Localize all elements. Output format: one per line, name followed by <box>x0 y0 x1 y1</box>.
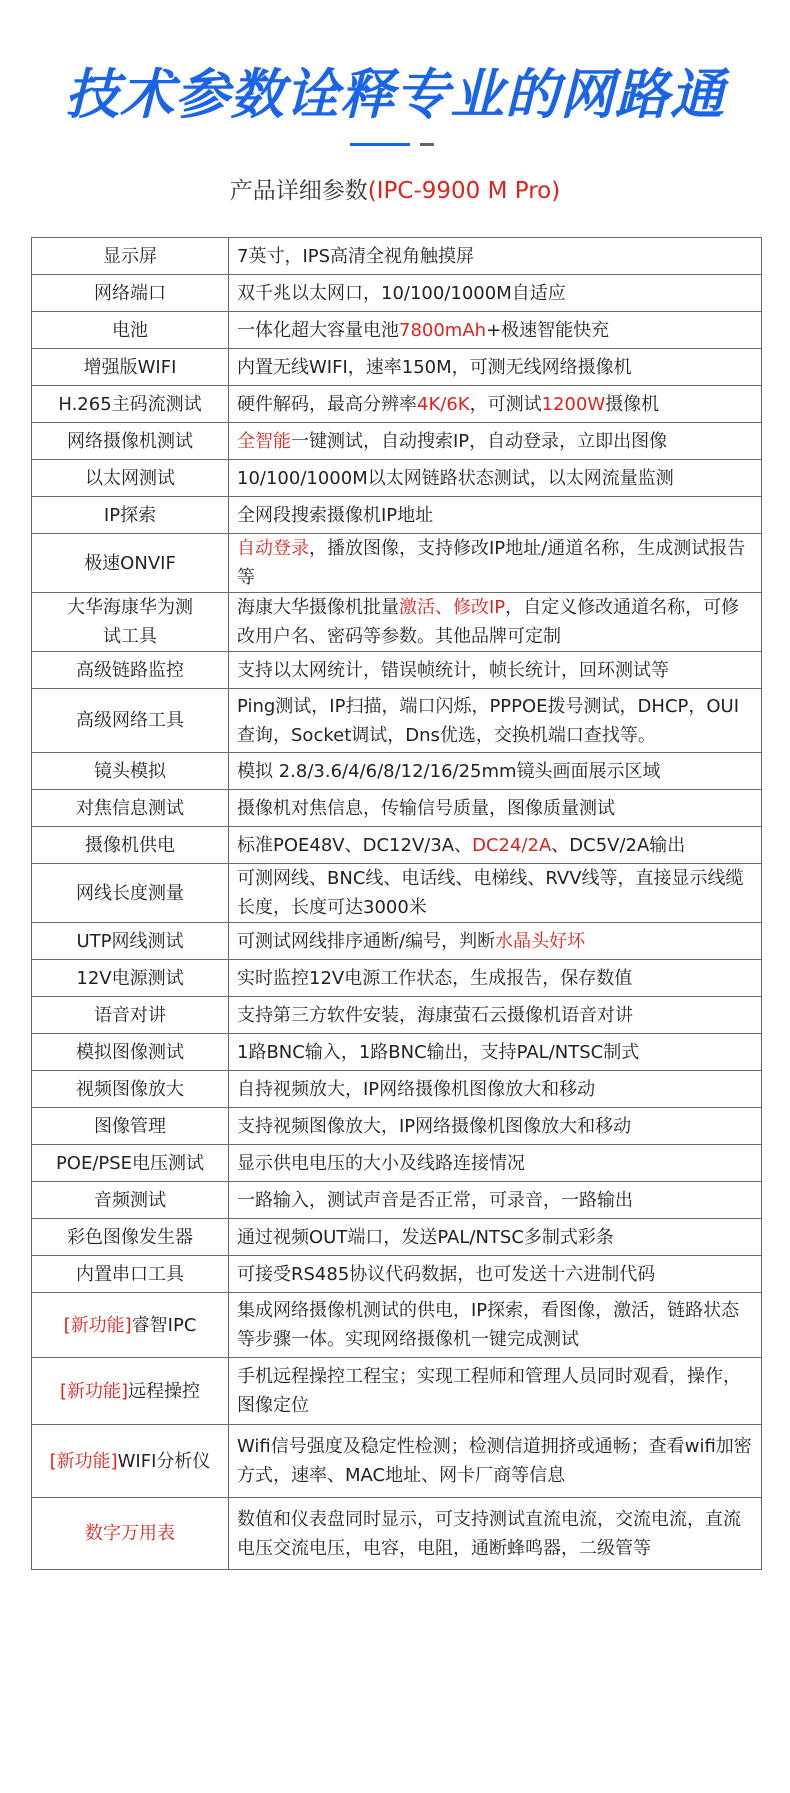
spec-value-text: 实时监控12V电源工作状态，生成报告，保存数值 <box>237 967 633 989</box>
spec-value-text: 模拟 2.8/3.6/4/6/8/12/16/25mm镜头画面展示区域 <box>237 760 661 782</box>
spec-row <box>32 827 762 864</box>
spec-row <box>32 960 762 997</box>
spec-name <box>32 534 229 593</box>
spec-value <box>229 689 762 753</box>
spec-value-text: 一键测试，自动搜索IP，自动登录，立即出图像 <box>291 430 668 452</box>
spec-name-text: [新功能] <box>49 1450 118 1472</box>
spec-name-text: 镜头模拟 <box>94 760 166 782</box>
spec-value-text: 支持视频图像放大，IP网络摄像机图像放大和移动 <box>237 1115 632 1137</box>
spec-row <box>32 1219 762 1256</box>
spec-value-text: 、DC5V/2A输出 <box>551 834 686 856</box>
spec-name-text: 视频图像放大 <box>76 1078 184 1100</box>
spec-name <box>32 923 229 960</box>
spec-name <box>32 593 229 652</box>
spec-row <box>32 497 762 534</box>
spec-name-text: 睿智IPC <box>131 1314 197 1336</box>
spec-value-text: 硬件解码，最高分辨率 <box>237 393 417 415</box>
spec-value-text: 7英寸，IPS高清全视角触摸屏 <box>237 245 475 267</box>
spec-value <box>229 1425 762 1498</box>
spec-row <box>32 997 762 1034</box>
spec-row <box>32 312 762 349</box>
spec-name <box>32 349 229 386</box>
spec-value-text: 数值和仪表盘同时显示，可支持测试直流电流，交流电流，直流电压交流电压，电容，电阻，通断蜂鸣器，二级管等 <box>237 1508 741 1559</box>
spec-name-text: 增强版WIFI <box>83 356 177 378</box>
spec-row <box>32 238 762 275</box>
spec-value-text: Ping测试，IP扫描，端口闪烁，PPPOE拨号测试，DHCP，OUI查询，Socket调试，Dns优选，交换机端口查找等。 <box>237 695 740 746</box>
spec-name-text: 网线长度测量 <box>76 882 184 904</box>
spec-value-text: 显示供电电压的大小及线路连接情况 <box>237 1152 525 1174</box>
spec-name-text: 语音对讲 <box>94 1004 166 1026</box>
spec-name-text: 音频测试 <box>94 1189 166 1211</box>
spec-name <box>32 1498 229 1570</box>
spec-name <box>32 1425 229 1498</box>
spec-value <box>229 386 762 423</box>
spec-name <box>32 1034 229 1071</box>
spec-value <box>229 652 762 689</box>
spec-name <box>32 753 229 790</box>
spec-row <box>32 1182 762 1219</box>
spec-value-text: 通过视频OUT端口，发送PAL/NTSC多制式彩条 <box>237 1226 614 1248</box>
spec-row <box>32 753 762 790</box>
spec-value-text: 水晶头好坏 <box>495 930 586 952</box>
spec-value-text: 一体化超大容量电池 <box>237 319 399 341</box>
page-title: 技术参数诠释专业的网路通 <box>65 63 725 126</box>
spec-value-text: 1路BNC输入，1路BNC输出，支持PAL/NTSC制式 <box>237 1041 640 1063</box>
spec-name-text: 极速ONVIF <box>84 552 176 574</box>
spec-name-text: 高级网络工具 <box>76 710 184 731</box>
spec-name-text: 高级链路监控 <box>76 659 184 681</box>
spec-value-text: 一路输入，测试声音是否正常，可录音，一路输出 <box>237 1189 633 1211</box>
spec-name <box>32 1108 229 1145</box>
spec-value <box>229 1256 762 1293</box>
spec-name-text: H.265主码流测试 <box>58 393 202 415</box>
spec-value <box>229 1358 762 1425</box>
spec-value-text: 全智能 <box>237 430 291 452</box>
spec-value-text: 摄像机 <box>605 393 660 415</box>
spec-row <box>32 1498 762 1570</box>
spec-name <box>32 790 229 827</box>
spec-value-text: ，播放图像，支持修改IP地址/通道名称，生成测试报告等 <box>237 538 746 588</box>
spec-value <box>229 1108 762 1145</box>
spec-name-text: [新功能] <box>59 1380 129 1402</box>
spec-name <box>32 1219 229 1256</box>
subtitle-prefix: 产品详细参数 <box>229 178 368 204</box>
spec-row <box>32 1256 762 1293</box>
spec-value <box>229 423 762 460</box>
spec-row <box>32 534 762 593</box>
spec-value-text: 摄像机对焦信息，传输信号质量，图像质量测试 <box>237 797 615 819</box>
spec-name-text: 内置串口工具 <box>76 1263 184 1285</box>
spec-value <box>229 238 762 275</box>
spec-name-text: 摄像机供电 <box>85 834 175 856</box>
spec-row <box>32 386 762 423</box>
spec-name <box>32 960 229 997</box>
spec-value-text: 可接受RS485协议代码数据，也可发送十六进制代码 <box>237 1263 656 1285</box>
spec-value-text: ，自定义修改通道名称，可修改用户名、密码等参数。其他品牌可定制 <box>237 597 740 647</box>
spec-value <box>229 790 762 827</box>
spec-row <box>32 1034 762 1071</box>
spec-value-text: +极速智能快充 <box>486 319 610 341</box>
spec-value <box>229 923 762 960</box>
spec-name-text: [新功能] <box>63 1314 132 1336</box>
spec-name <box>32 827 229 864</box>
spec-value <box>229 1071 762 1108</box>
title-underline-dash <box>420 143 434 146</box>
spec-name <box>32 1071 229 1108</box>
spec-value <box>229 827 762 864</box>
spec-name-text: 以太网测试 <box>85 467 175 489</box>
spec-value <box>229 1498 762 1570</box>
spec-name-text: 远程操控 <box>128 1380 201 1402</box>
spec-name <box>32 1145 229 1182</box>
spec-value <box>229 460 762 497</box>
spec-name-text: WIFI分析仪 <box>117 1450 211 1472</box>
spec-name <box>32 1293 229 1358</box>
spec-value-text: 10/100/1000M以太网链路状态测试，以太网流量监测 <box>237 467 674 489</box>
spec-value-text: 自持视频放大，IP网络摄像机图像放大和移动 <box>237 1078 596 1100</box>
spec-value-text: 4K/6K <box>417 393 470 415</box>
spec-value <box>229 997 762 1034</box>
spec-value <box>229 864 762 923</box>
spec-value-text: 海康大华摄像机批量 <box>237 597 399 618</box>
spec-name-text: 彩色图像发生器 <box>67 1226 193 1248</box>
spec-name <box>32 275 229 312</box>
spec-value-text: ，可测试 <box>469 393 542 415</box>
spec-value-text: 双千兆以太网口，10/100/1000M自适应 <box>237 282 566 304</box>
spec-value-text: 集成网络摄像机测试的供电，IP探索，看图像，激活，链路状态等步骤一体。实现网络摄像机一键完成测试 <box>237 1300 740 1350</box>
spec-value <box>229 534 762 593</box>
spec-name <box>32 312 229 349</box>
spec-value-text: 支持第三方软件安装，海康萤石云摄像机语音对讲 <box>237 1004 633 1026</box>
spec-name-text: 网络摄像机测试 <box>67 430 193 452</box>
spec-value-text: 7800mAh <box>399 319 487 341</box>
spec-row <box>32 1071 762 1108</box>
spec-name-text: 大华海康华为测试工具 <box>67 597 193 647</box>
spec-row <box>32 790 762 827</box>
spec-row <box>32 923 762 960</box>
spec-row <box>32 652 762 689</box>
spec-row <box>32 349 762 386</box>
spec-row <box>32 1145 762 1182</box>
spec-value-text: 可测试网线排序通断/编号，判断 <box>237 930 496 952</box>
spec-name <box>32 497 229 534</box>
spec-table-body <box>32 238 762 1570</box>
spec-value-text: 支持以太网统计，错误帧统计，帧长统计，回环测试等 <box>237 659 669 681</box>
spec-row <box>32 275 762 312</box>
spec-name <box>32 460 229 497</box>
subtitle-model: (IPC-9900 M Pro) <box>367 178 561 204</box>
spec-name-text: UTP网线测试 <box>76 930 184 952</box>
spec-name-text: 电池 <box>112 319 148 341</box>
spec-value-text: 1200W <box>541 393 606 415</box>
spec-name <box>32 1256 229 1293</box>
title-underline <box>350 143 410 146</box>
spec-name <box>32 997 229 1034</box>
spec-value-text: DC24/2A <box>472 834 552 856</box>
spec-value <box>229 497 762 534</box>
spec-name-text: 网络端口 <box>94 282 166 304</box>
spec-value <box>229 1293 762 1358</box>
spec-row <box>32 1358 762 1425</box>
spec-value <box>229 1034 762 1071</box>
spec-row <box>32 864 762 923</box>
spec-row <box>32 423 762 460</box>
spec-value-text: 自动登录 <box>237 538 309 559</box>
spec-value <box>229 312 762 349</box>
spec-value <box>229 1182 762 1219</box>
spec-name <box>32 238 229 275</box>
spec-row <box>32 593 762 652</box>
spec-value <box>229 960 762 997</box>
spec-value-text: 激活、修改IP <box>399 597 506 618</box>
spec-table <box>31 237 762 1570</box>
spec-name <box>32 386 229 423</box>
spec-value <box>229 1145 762 1182</box>
spec-row <box>32 460 762 497</box>
spec-row <box>32 689 762 753</box>
spec-value-text: Wifi信号强度及稳定性检测；检测信道拥挤或通畅；查看wifi加密方式，速率、MAC地址、网卡厂商等信息 <box>237 1436 752 1486</box>
spec-name-text: 模拟图像测试 <box>76 1041 184 1063</box>
spec-name-text: POE/PSE电压测试 <box>55 1152 205 1174</box>
spec-name <box>32 652 229 689</box>
spec-name <box>32 423 229 460</box>
subtitle <box>0 172 790 205</box>
spec-value-text: 可测网线、BNC线、电话线、电梯线、RVV线等，直接显示线缆长度，长度可达3000米 <box>237 868 744 918</box>
spec-name-text: IP探索 <box>103 504 157 526</box>
spec-value-text: 标准POE48V、DC12V/3A、 <box>237 834 473 856</box>
spec-value-text: 全网段搜索摄像机IP地址 <box>237 504 434 526</box>
spec-row <box>32 1293 762 1358</box>
spec-name-text: 12V电源测试 <box>76 967 184 989</box>
spec-value <box>229 349 762 386</box>
spec-name-text: 对焦信息测试 <box>76 797 184 819</box>
spec-name <box>32 1182 229 1219</box>
spec-name-text: 数字万用表 <box>85 1523 175 1544</box>
spec-name <box>32 689 229 753</box>
spec-name-text: 图像管理 <box>94 1115 166 1137</box>
spec-value <box>229 1219 762 1256</box>
spec-value-text: 手机远程操控工程宝；实现工程师和管理人员同时观看，操作，图像定位 <box>237 1366 741 1416</box>
spec-value <box>229 275 762 312</box>
spec-name <box>32 1358 229 1425</box>
spec-value-text: 内置无线WIFI，速率150M，可测无线网络摄像机 <box>237 356 632 378</box>
spec-value <box>229 753 762 790</box>
spec-name <box>32 864 229 923</box>
spec-row <box>32 1425 762 1498</box>
spec-row <box>32 1108 762 1145</box>
spec-name-text: 显示屏 <box>103 245 157 267</box>
spec-value <box>229 593 762 652</box>
